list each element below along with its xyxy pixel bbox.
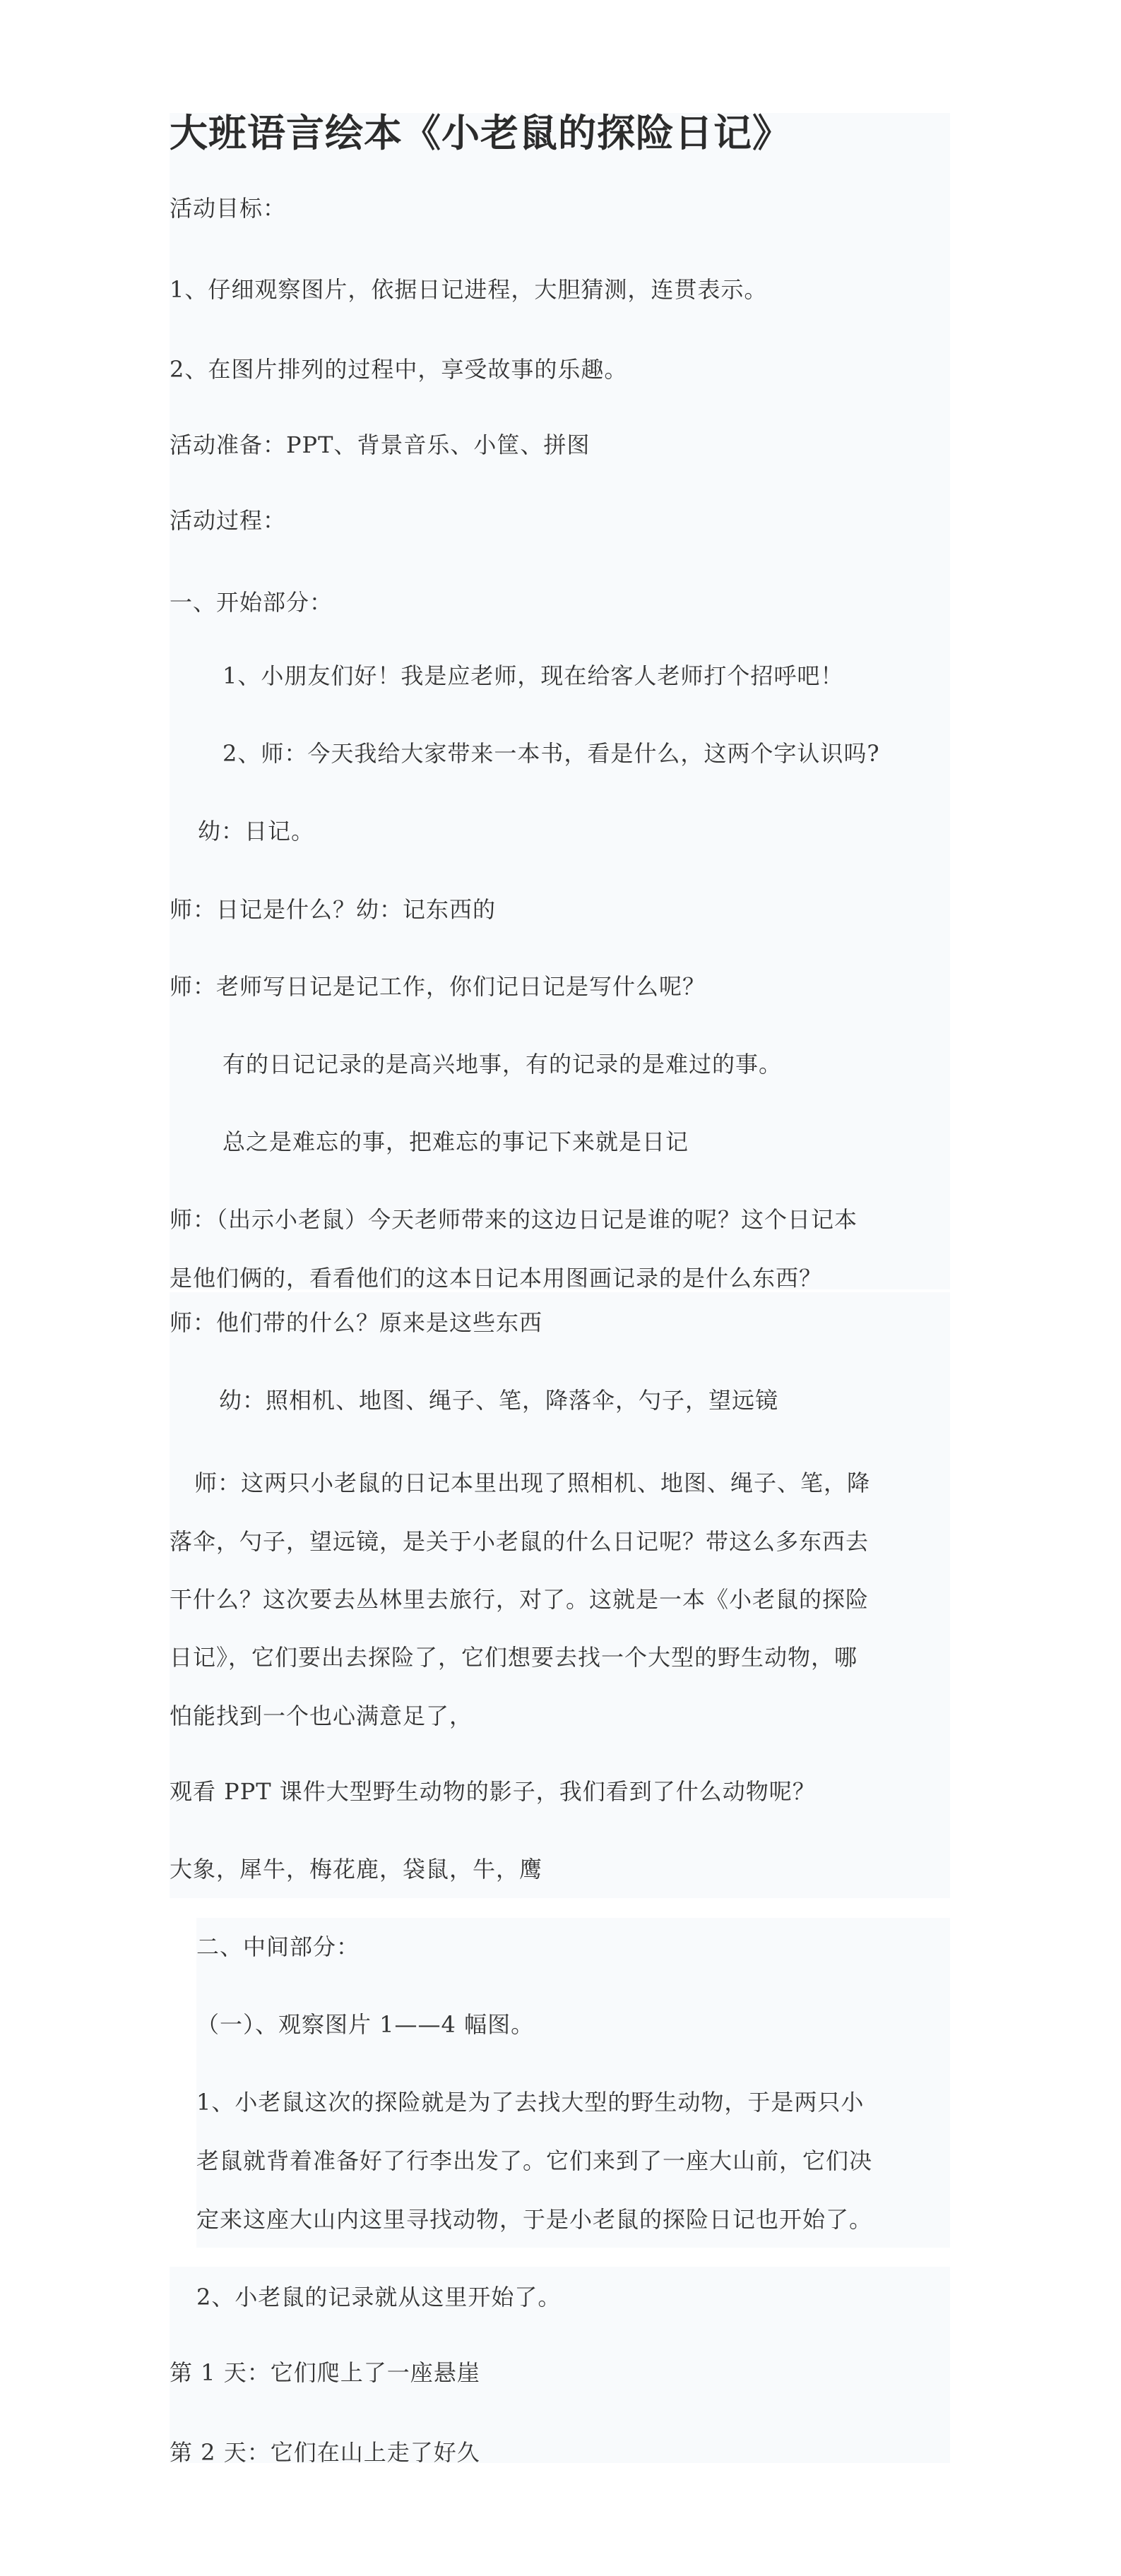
animals-list: 大象，犀牛，梅花鹿，袋鼠，牛，鹰: [170, 1856, 543, 1883]
teacher-paragraph-line: 日记》，它们要出去探险了，它们想要去找一个大型的野生动物，哪: [170, 1644, 858, 1671]
teacher-paragraph-line: 落伞，勺子，望远镜，是关于小老鼠的什么日记呢？带这么多东西去: [170, 1528, 870, 1555]
part1-line: 是他们俩的，看看他们的这本日记本用图画记录的是什么东西？: [170, 1265, 823, 1292]
document-title: 大班语言绘本《小老鼠的探险日记》: [170, 110, 791, 155]
part1-line: 1、小朋友们好！我是应老师，现在给客人老师打个招呼吧！: [223, 662, 844, 689]
goals-heading: 活动目标：: [170, 195, 287, 222]
part1-line: 师：日记是什么？幼：记东西的: [170, 896, 497, 923]
ppt-question: 观看 PPT 课件大型野生动物的影子，我们看到了什么动物呢？: [170, 1778, 816, 1805]
part2-heading: 二、中间部分：: [196, 1933, 360, 1960]
part1-line: 师：老师写日记是记工作，你们记日记是写什么呢？: [170, 973, 706, 1000]
goal-item: 1、仔细观察图片，依据日记进程，大胆猜测，连贯表示。: [170, 276, 768, 303]
part1-heading: 一、开始部分：: [170, 589, 333, 616]
goal-item: 2、在图片排列的过程中，享受故事的乐趣。: [170, 356, 628, 383]
story-line: 1、小老鼠这次的探险就是为了去找大型的野生动物，于是两只小: [196, 2089, 865, 2116]
content-block-middle-section: [196, 1918, 950, 2248]
diary-day: 第 2 天：它们在山上走了好久: [170, 2439, 480, 2466]
preparation-text: 活动准备：PPT、背景音乐、小筐、拼图: [170, 431, 591, 458]
part1-line: 有的日记记录的是高兴地事，有的记录的是难过的事。: [223, 1051, 783, 1078]
part1-line: 师：（出示小老鼠）今天老师带来的这边日记是谁的呢？这个日记本: [170, 1206, 858, 1233]
part1-line: 师：他们带的什么？原来是这些东西: [170, 1309, 543, 1336]
record-start: 2、小老鼠的记录就从这里开始了。: [196, 2284, 562, 2310]
part1-line: 幼：照相机、地图、绳子、笔，降落伞，勺子，望远镜: [219, 1387, 779, 1414]
story-line: 老鼠就背着准备好了行李出发了。它们来到了一座大山前，它们决: [196, 2147, 873, 2174]
story-line: 定来这座大山内这里寻找动物，于是小老鼠的探险日记也开始了。: [196, 2206, 873, 2233]
part1-line: 2、师：今天我给大家带来一本书，看是什么，这两个字认识吗?: [223, 740, 880, 767]
teacher-paragraph-line: 怕能找到一个也心满意足了，: [170, 1703, 473, 1729]
part1-line: 总之是难忘的事，把难忘的事记下来就是日记: [223, 1128, 689, 1155]
teacher-paragraph-line: 干什么？这次要去丛林里去旅行，对了。这就是一本《小老鼠的探险: [170, 1586, 870, 1613]
part1-line: 幼：日记。: [198, 818, 315, 845]
diary-day: 第 1 天：它们爬上了一座悬崖: [170, 2359, 480, 2386]
part2-subheading: （一）、观察图片 1——4 幅图。: [196, 2011, 535, 2038]
teacher-paragraph-line: 师：这两只小老鼠的日记本里出现了照相机、地图、绳子、笔，降: [194, 1469, 871, 1496]
process-heading: 活动过程：: [170, 507, 287, 534]
